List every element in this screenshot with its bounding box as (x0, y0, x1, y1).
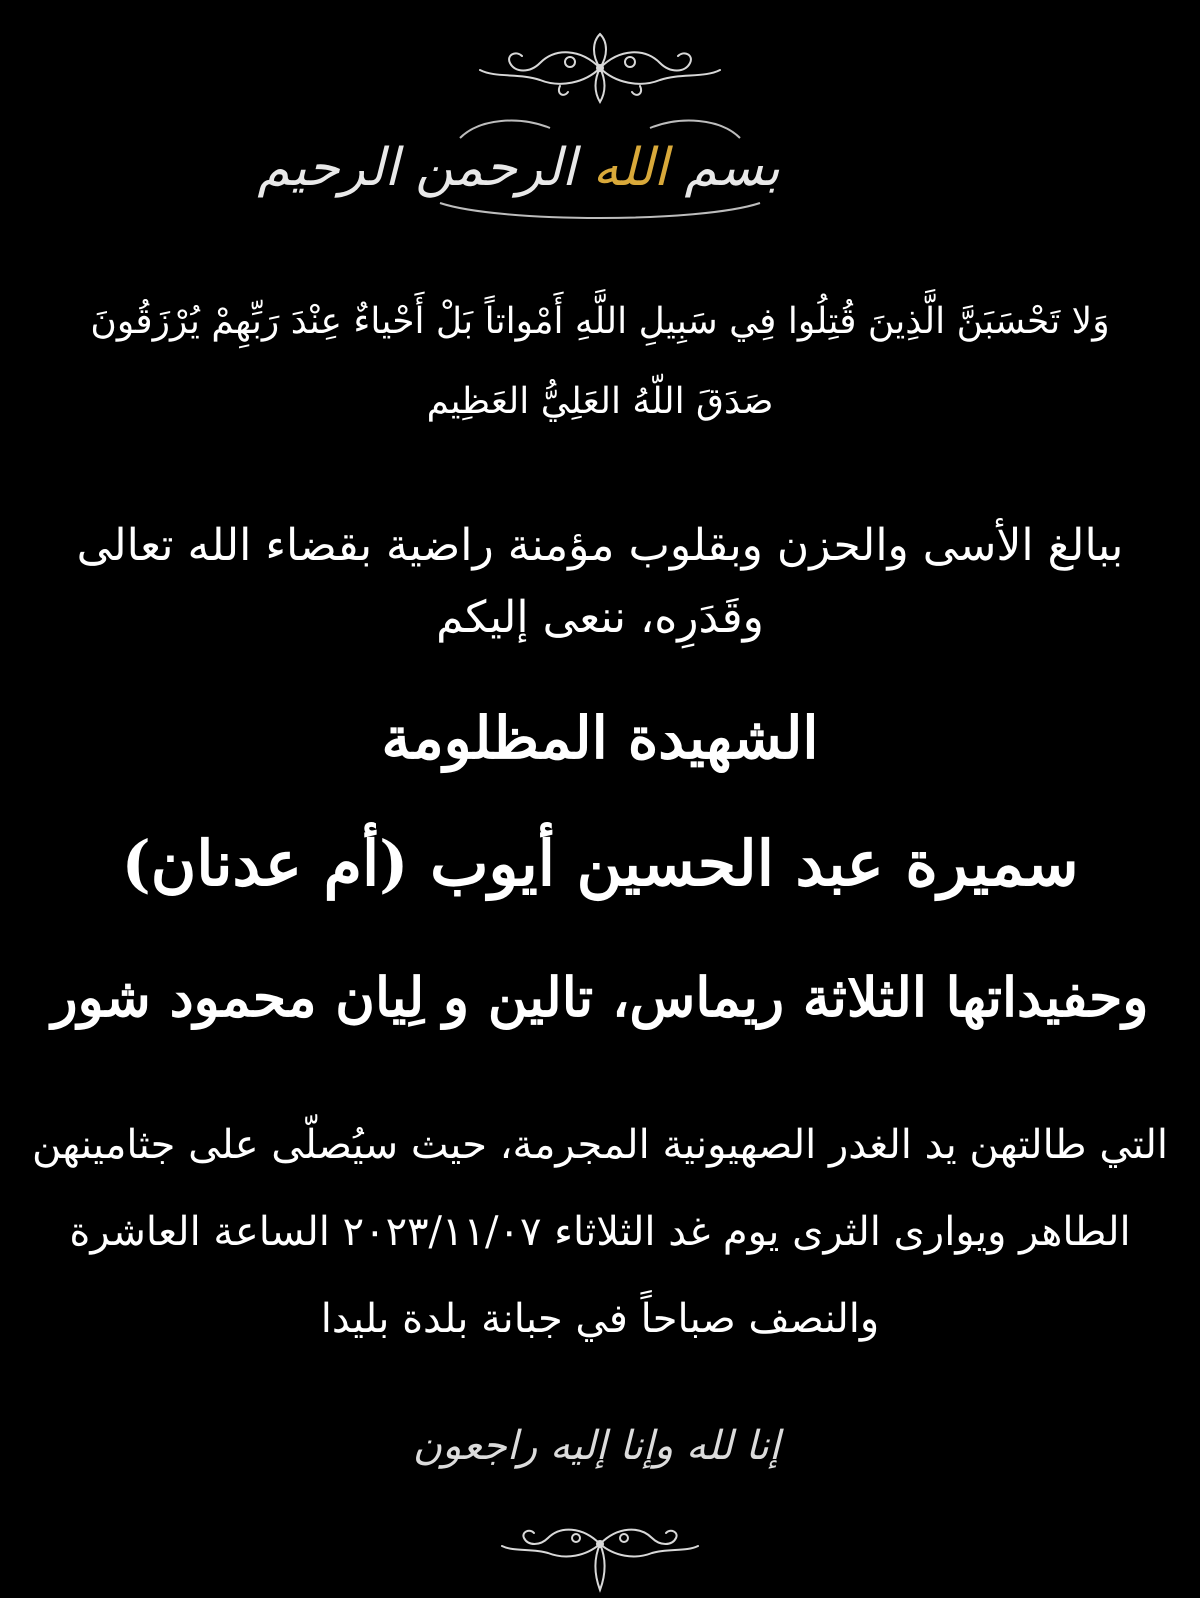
granddaughters-names: وحفيداتها الثلاثة ريماس، تالين و لِيان محمود شور (51, 965, 1149, 1029)
details-line-3: والنصف صباحاً في جبانة بلدة بليدا (320, 1296, 880, 1342)
details-line-2: الطاهر ويوارى الثرى يوم غد الثلاثاء ٢٠٢٣/١١/٠٧ الساعة العاشرة (69, 1209, 1131, 1255)
quran-verse: وَلا تَحْسَبَنَّ الَّذِينَ قُتِلُوا فِي سَبِيلِ اللَّهِ أَمْواتاً بَلْ أَحْياءٌ عِنْدَ رَبِّهِمْ يُرْزَقُونَ (90, 301, 1110, 342)
deceased-title: الشهيدة المظلومة (381, 704, 819, 772)
deceased-name: سميرة عبد الحسين أيوب (أم عدنان) (121, 827, 1079, 900)
announcement-line-1: ببالغ الأسى والحزن وبقلوب مؤمنة راضية بقضاء الله تعالى (76, 520, 1124, 571)
bottom-ornament-icon (490, 1508, 710, 1594)
announcement-line-2: وقَدَرِه، ننعى إليكم (436, 592, 764, 643)
basmala-text-end: الرحمن الرحيم (257, 138, 593, 198)
basmala-text-gold: الله (592, 138, 668, 198)
basmala-calligraphy (257, 108, 780, 228)
details-line-1: التي طالتهن يد الغدر الصهيونية المجرمة، حيث سيُصلّى على جثامينهن (31, 1122, 1169, 1168)
istirja-calligraphy (412, 1410, 780, 1490)
quran-closing: صَدَقَ اللّهُ العَلِيُّ العَظِيم (426, 381, 774, 422)
top-ornament-icon (460, 28, 740, 108)
istirja-text: إنا لله وإنا إليه راجعون (412, 1423, 780, 1469)
basmala-text-start: بسم (668, 138, 780, 198)
